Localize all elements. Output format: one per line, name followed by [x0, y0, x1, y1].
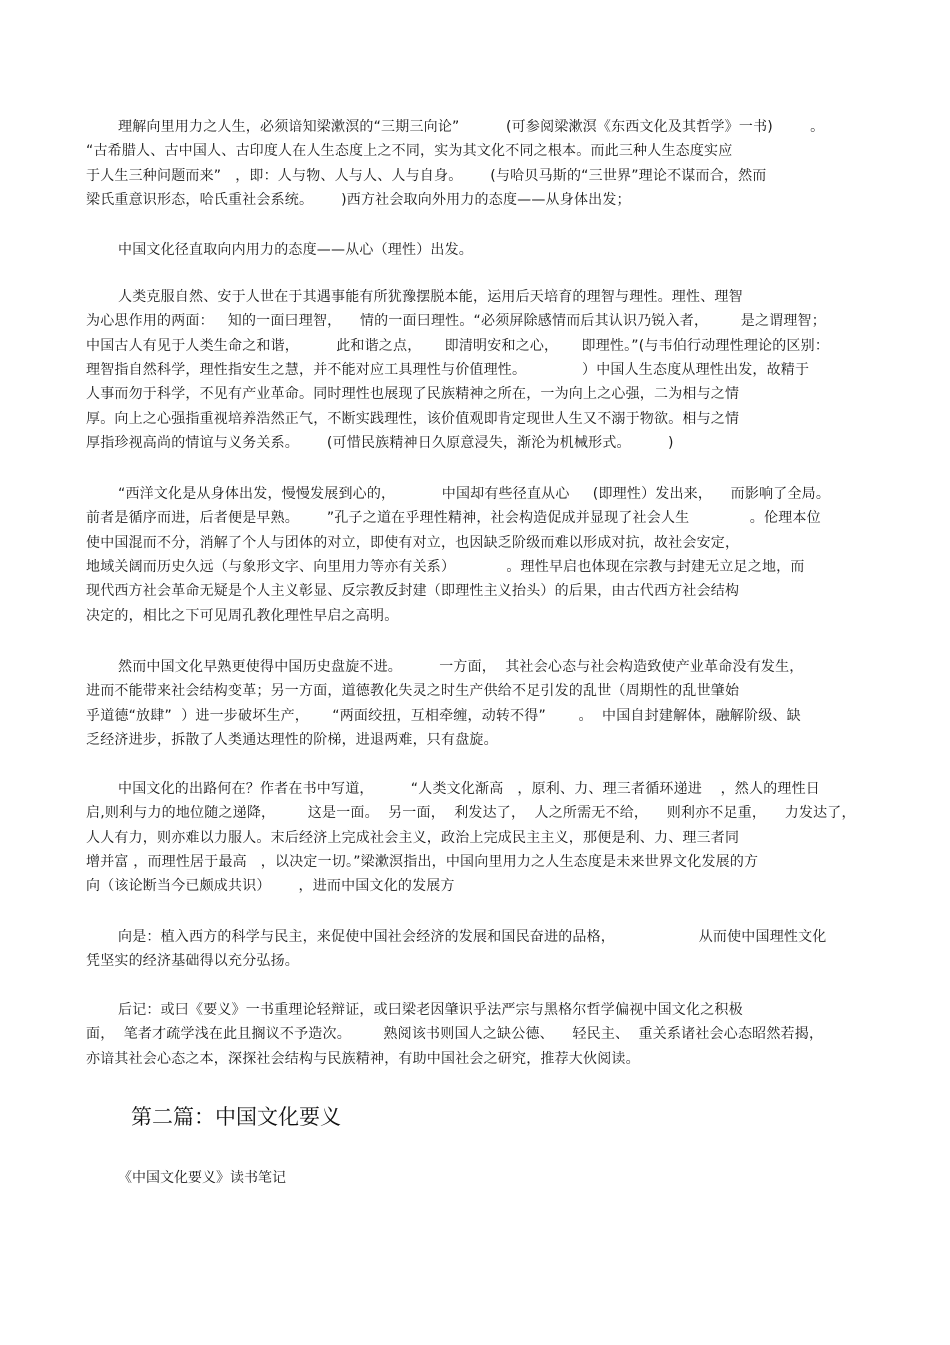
text-line: “西洋文化是从身体出发，慢慢发展到心的， 中国却有些径直从心 (即理性）发出来， 而影响了全局。 — [118, 486, 831, 502]
text-line: 理解向里用力之人生，必须谙知梁漱溟的“三期三向论” (可参阅梁漱溟《东西文化及其哲学》一书) 。 — [118, 119, 825, 135]
text-line: 面， 笔者才疏学浅在此且搁议不予造次。 熟阅该书则国人之缺公德、 轻民主、 重关系诸社会心态昭然若揭， — [86, 1026, 824, 1043]
text-line: 向是：植入西方的科学与民主，来促使中国社会经济的发展和国民奋进的品格， 从而使中国理性文化 — [118, 929, 827, 945]
text-line: 现代西方社会革命无疑是个人主义彰显、反宗教反封建（即理性主义抬头）的后果，由古代西方社会结构 — [86, 583, 740, 600]
text-line: 中国古人有见于人类生命之和谐， 此和谐之点， 即清明安和之心， 即理性。”(与韦伯行动理性理论的区别： — [86, 337, 830, 354]
text-line: 启,则利与力的地位随之递降， 这是一面。 另一面， 利发达了， 人之所需无不给， 则利亦不足重， 力发达了， — [86, 805, 856, 822]
text-line: 人人有力，则亦难以力服人。末后经济上完成社会主义，政治上完成民主主义，那便是利、力、理三者同 — [86, 829, 740, 846]
text-line: 中国文化的出路何在？作者在书中写道， “人类文化渐高 ，原利、力、理三者循环递进 ，然人的理性日 — [118, 781, 821, 797]
text-line: 于人生三种问题而来” ，即：人与物、人与人、人与自身。 (与哈贝马斯的“三世界”理论不谋而合，然而 — [86, 167, 767, 184]
text-line: 厚指珍视高尚的情谊与义务关系。 (可惜民族精神日久原意浸失，渐沦为机械形式。 ) — [86, 434, 674, 451]
text-line: 厚。向上之心强指重视培养浩然正气，不断实践理性，该价值观即肯定现世人生又不溺于物欲。相与之情 — [86, 410, 740, 427]
subheading: 《中国文化要义》读书笔记 — [118, 1170, 286, 1186]
text-line: “古希腊人、古中国人、古印度人在人生态度上之不同，实为其文化不同之根本。而此三种人生态度实应 — [86, 143, 733, 160]
text-line: 亦谙其社会心态之本，深探社会结构与民族精神，有助中国社会之研究，推荐大伙阅读。 — [86, 1050, 640, 1067]
text-line: 使中国混而不分，消解了个人与团体的对立，即使有对立，也因缺乏阶级而难以形成对抗，故社会安定， — [86, 534, 740, 551]
text-line: 中国文化径直取向内用力的态度——从心（理性）出发。 — [118, 242, 473, 258]
text-line: 向（该论断当今已颇成共识） ，进而中国文化的发展方 — [86, 878, 455, 895]
text-line: 人类克服自然、安于人世在于其遇事能有所犹豫摆脱本能，运用后天培育的理智与理性。理性、理智 — [118, 289, 743, 305]
text-line: 人事而勿于科学，不见有产业革命。同时理性也展现了民族精神之所在，一为向上之心强，二为相与之情 — [86, 386, 740, 403]
text-line: 决定的，相比之下可见周孔教化理性早启之高明。 — [86, 607, 399, 624]
text-line: 地域关阔而历史久远（与象形文字、向里用力等亦有关系） 。理性早启也体现在宗教与封建无立足之地，而 — [86, 558, 805, 575]
text-line: 乎道德“放肆” ）进一步破坏生产， “两面绞扭，互相牵缠，动转不得” 。 中国自封建解体，融解阶级、缺 — [86, 707, 801, 724]
text-line: 进而不能带来社会结构变革；另一方面，道德教化失灵之时生产供给不足引发的乱世（周期性的乱世肇始 — [86, 683, 740, 700]
text-line: 为心思作用的两面： 知的一面曰理智， 情的一面曰理性。“必须屏除感情而后其认识乃锐入者， 是之谓理智； — [86, 313, 826, 330]
text-line: 理智指自然科学，理性指安生之慧，并不能对应工具理性与价值理性。 ）中国人生态度从理性出发，故精于 — [86, 361, 810, 378]
section-heading: 第二篇：中国文化要义 — [131, 1105, 341, 1129]
text-line: 然而中国文化早熟更使得中国历史盘旋不进。 一方面， 其社会心态与社会构造致使产业革命没有发生， — [118, 659, 804, 675]
text-line: 后记：或曰《要义》一书重理论轻辩证，或曰梁老因肇识乎法严宗与黑格尔哲学偏视中国文化之积极 — [118, 1002, 743, 1018]
text-line: 增并富 ，而理性居于最高 ，以决定一切。”梁漱溟指出，中国向里用力之人生态度是未来世界文化发展的方 — [86, 853, 759, 870]
text-line: 乏经济进步，拆散了人类通达理性的阶梯，进退两难，只有盘旋。 — [86, 731, 498, 748]
text-line: 前者是循序而进，后者便是早熟。 ”孔子之道在乎理性精神，社会构造促成并显现了社会人生 。伦理本位 — [86, 510, 821, 527]
text-line: 梁氏重意识形态，哈氏重社会系统。 )西方社会取向外用力的态度——从身体出发； — [86, 191, 631, 208]
text-line: 凭坚实的经济基础得以充分弘扬。 — [86, 953, 299, 970]
